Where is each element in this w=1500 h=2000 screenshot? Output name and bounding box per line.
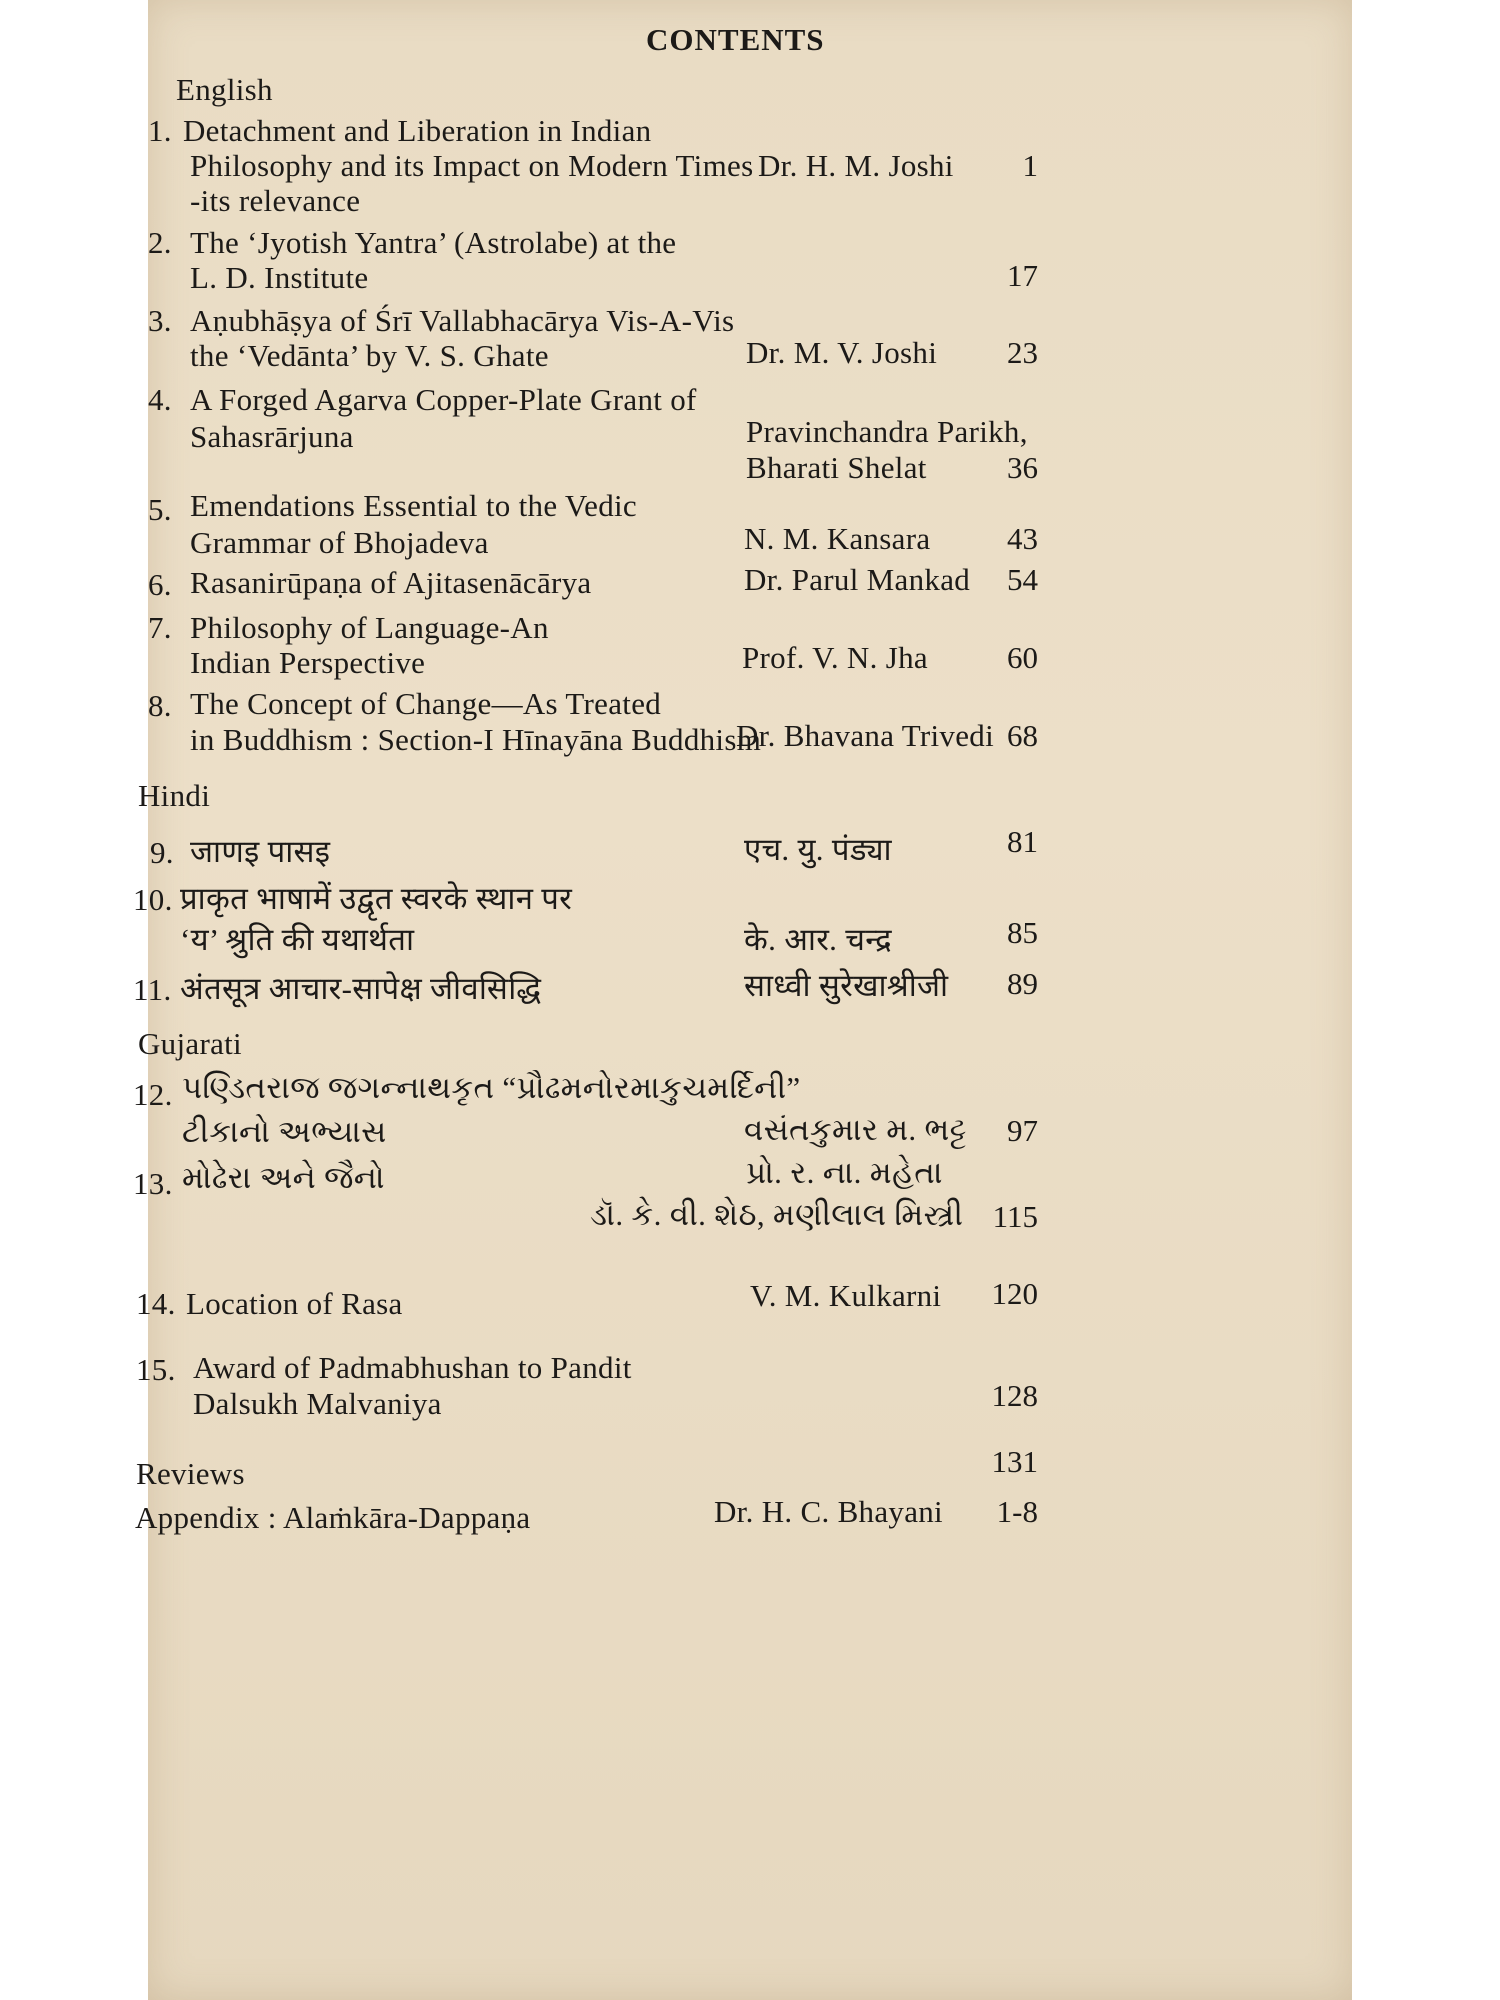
entry-author: ડૉ. કે. વી. શેઠ, મણીલાલ મિસ્ત્રી — [590, 1197, 964, 1232]
entry-title: The Concept of Change—As Treated — [190, 686, 662, 721]
entry-title: -its relevance — [190, 183, 361, 218]
entry-number: 2. — [148, 225, 172, 260]
entry-page: 120 — [991, 1276, 1038, 1311]
entry-title: Sahasrārjuna — [190, 419, 354, 454]
entry-author: Dr. M. V. Joshi — [746, 335, 938, 370]
entry-page: 60 — [1007, 640, 1038, 675]
entry-page: 1 — [1022, 148, 1038, 183]
entry-page: 115 — [992, 1199, 1038, 1234]
entry-title: Grammar of Bhojadeva — [190, 525, 489, 560]
entry-title: L. D. Institute — [190, 260, 369, 295]
section-english: English — [176, 72, 273, 107]
entry-number: 10. — [133, 882, 173, 917]
entry-page: 97 — [1007, 1113, 1038, 1148]
entry-author: Dr. Bhavana Trivedi — [736, 718, 994, 753]
entry-number: 7. — [148, 610, 172, 645]
entry-author: Dr. H. M. Joshi — [758, 148, 954, 183]
entry-author: V. M. Kulkarni — [750, 1278, 942, 1313]
entry-title: મોઢેરા અને જૈનો — [182, 1160, 385, 1195]
entry-title: Award of Padmabhushan to Pandit — [193, 1350, 632, 1385]
entry-number: 11. — [133, 972, 172, 1007]
entry-title: Rasanirūpaṇa of Ajitasenācārya — [190, 565, 592, 600]
entry-author: एच. यु. पंड्या — [744, 832, 892, 867]
entry-author: N. M. Kansara — [744, 521, 931, 556]
entry-title: Detachment and Liberation in Indian — [183, 113, 652, 148]
entry-number: 8. — [148, 688, 172, 723]
entry-title: The ‘Jyotish Yantra’ (Astrolabe) at the — [190, 225, 677, 260]
book-page — [133, 0, 1352, 2000]
entry-page: 23 — [1007, 335, 1038, 370]
entry-author: Bharati Shelat — [746, 450, 927, 485]
entry-title: A Forged Agarva Copper-Plate Grant of — [190, 382, 697, 417]
entry-title: ટીકાનો અભ્યાસ — [182, 1114, 387, 1149]
entry-number: 12. — [133, 1077, 173, 1112]
entry-number: 6. — [148, 567, 172, 602]
entry-title: Aṇubhāṣya of Śrī Vallabhacārya Vis-A-Vis — [190, 303, 735, 338]
entry-title: Philosophy of Language-An — [190, 610, 549, 645]
reviews-label: Reviews — [136, 1456, 245, 1491]
entry-number: 14. — [136, 1286, 176, 1321]
entry-title: in Buddhism : Section-I Hīnayāna Buddhism — [190, 722, 762, 757]
entry-title: जाणइ पासइ — [190, 834, 331, 869]
entry-title: the ‘Vedānta’ by V. S. Ghate — [190, 338, 549, 373]
entry-number: 5. — [148, 492, 172, 527]
entry-page: 54 — [1007, 562, 1038, 597]
entry-page: 81 — [1007, 824, 1038, 859]
entry-number: 3. — [148, 303, 172, 338]
reviews-page: 131 — [991, 1444, 1038, 1479]
entry-author: Dr. Parul Mankad — [744, 562, 971, 597]
entry-title: પણ્ડિતરાજ જગન્નાથકૃત “પ્રૌઢમનોરમાકુચમર્દિની” — [182, 1070, 801, 1105]
entry-number: 13. — [133, 1166, 173, 1201]
entry-author: Pravinchandra Parikh, — [746, 414, 1028, 449]
entry-page: 17 — [1007, 258, 1038, 293]
entry-title: अंतसूत्र आचार-सापेक्ष जीवसिद्धि — [180, 971, 542, 1006]
entry-title: Indian Perspective — [190, 645, 426, 680]
entry-number: 15. — [136, 1352, 176, 1387]
entry-page: 85 — [1007, 915, 1038, 950]
entry-number: 4. — [148, 382, 172, 417]
entry-author: साध्वी सुरेखाश्रीजी — [744, 968, 949, 1003]
entry-title: प्राकृत भाषामें उद्वृत स्वरके स्थान पर — [180, 881, 573, 916]
entry-page: 36 — [1007, 450, 1038, 485]
entry-author: के. आर. चन्द्र — [744, 922, 892, 957]
entry-page: 68 — [1007, 718, 1038, 753]
entry-title: ‘य’ श्रुति की यथार्थता — [180, 922, 415, 957]
entry-title: Dalsukh Malvaniya — [193, 1386, 442, 1421]
entry-page: 128 — [991, 1378, 1038, 1413]
appendix-label: Appendix : Alaṁkāra-Dappaṇa — [135, 1500, 531, 1535]
entry-title: Location of Rasa — [186, 1286, 403, 1321]
entry-number: 9. — [150, 835, 174, 870]
section-gujarati: Gujarati — [138, 1026, 242, 1061]
entry-title: Emendations Essential to the Vedic — [190, 488, 637, 523]
appendix-page: 1-8 — [996, 1494, 1038, 1529]
appendix-author: Dr. H. C. Bhayani — [714, 1494, 943, 1529]
entry-author: વસંતકુમાર મ. ભટ્ટ — [744, 1112, 967, 1147]
entry-page: 89 — [1007, 966, 1038, 1001]
entry-author: પ્રો. ર. ના. મહેતા — [746, 1155, 943, 1190]
page-title: CONTENTS — [646, 22, 825, 57]
entry-title: Philosophy and its Impact on Modern Times — [190, 148, 754, 183]
entry-author: Prof. V. N. Jha — [742, 640, 928, 675]
section-hindi: Hindi — [138, 778, 211, 813]
entry-page: 43 — [1007, 521, 1038, 556]
entry-number: 1. — [148, 113, 172, 148]
